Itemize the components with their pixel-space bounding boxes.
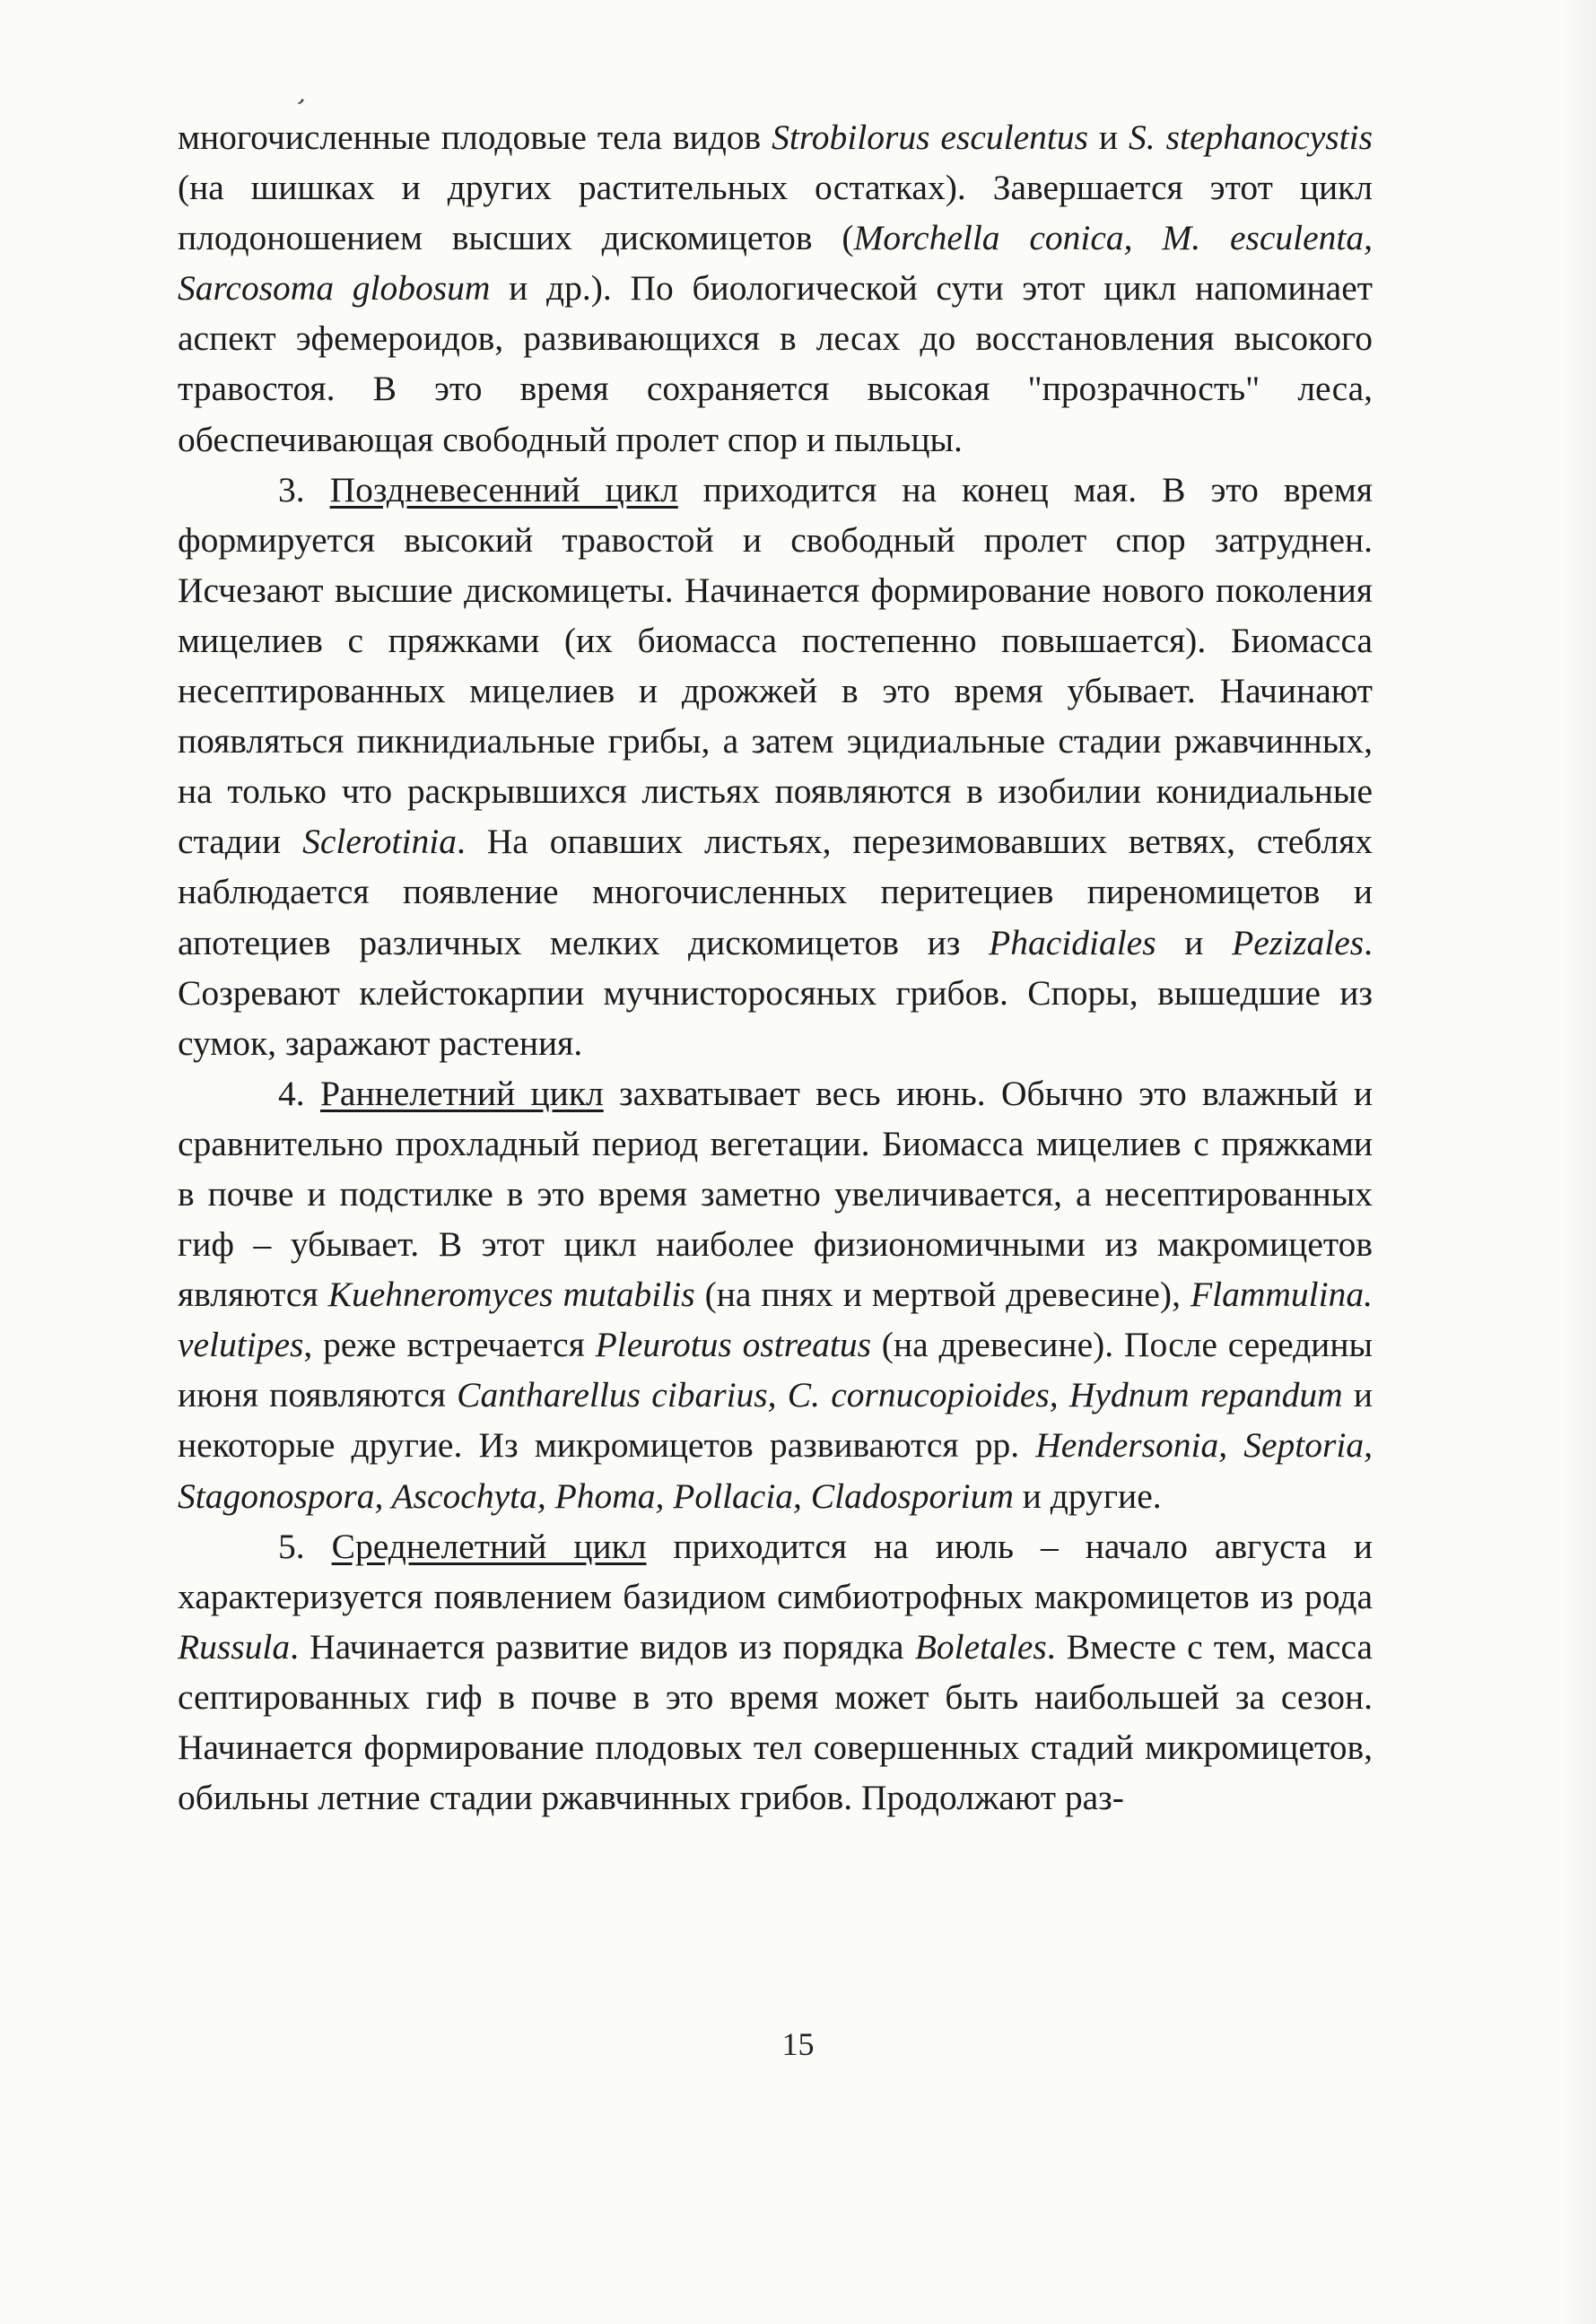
page-number: 15 [781, 2026, 815, 2062]
paragraph-2: 3. Поздневесенний цикл приходится на конец мая. В это время формируется высокий травостой и свободный пролет спор затруднен. Исчезают высшие дискомицеты. Начинается формирование нового поколения мицелиев с пряжками (их биомасса постепенно повышается). Биомасса несептированных мицелиев и дрожжей в это время убывает. Начинают появляться пикнидиальные грибы, а затем эцидиальные стадии ржавчинных, на только что раскрывшихся листьях появляются в изобилии конидиальные стадии Sclerotinia. На опавших листьях, перезимовавших ветвях, стеблях наблюдается появление многочисленных перитециев пиреномицетов и апотециев различных мелких дискомицетов из Phacidiales и Pezizales. Созревают клейстокарпии мучнисторосяных грибов. Споры, вышедшие из сумок, заражают растения. [178, 469, 1374, 1063]
cycle-heading-early-summer: Раннелетний цикл [319, 1073, 604, 1113]
scan-speck: , [295, 78, 314, 109]
paragraph-4: 5. Среднелетний цикл приходится на июль – начало августа и характеризуется появлением базидиом симбиотрофных макромицетов из рода Russula. Начинается развитие видов из порядка Boletales. Вместе с тем, масса септированных гиф в почве в это время может быть наибольшей за сезон. Начинается формирование плодовых тел совершенных стадий микромицетов, обильны летние стадии ржавчинных грибов. Продолжают раз- [178, 1526, 1374, 1818]
page-edge-shadow [1560, 0, 1596, 2324]
paragraph-1: многочисленные плодовые тела видов Strobilorus esculentus и S. stephanocystis (на шишках и других растительных остатках). Завершается этот цикл плодоношением высших дискомицетов (Morchella conica, M. esculenta, Sarcosoma globosum и др.). По биологической сути этот цикл напоминает аспект эфемероидов, развивающихся в лесах до восстановления высокого травостоя. В это время сохраняется высокая "прозрачность" леса, обеспечивающая свободный пролет спор и пыльцы. [178, 118, 1373, 459]
body-text [178, 112, 1373, 1823]
cycle-heading-mid-summer: Среднелетний цикл [331, 1526, 647, 1566]
cycle-heading-late-spring: Поздневесенний цикл [329, 469, 678, 509]
paragraph-3: 4. Раннелетний цикл захватывает весь июнь. Обычно это влажный и сравнительно прохладный период вегетации. Биомасса мицелиев с пряжками в почве и подстилке в это время заметно увеличивается, а несептированных гиф – убывает. В этот цикл наиболее физиономичными из макромицетов являются Kuehneromyces mutabilis (на пнях и мертвой древесине), Flammulina. velutipes, реже встречается Pleurotus ostreatus (на древесине). После середины июня появляются Cantharellus cibarius, C. cornucopioides, Hydnum repandum и некоторые другие. Из микромицетов развиваются рр. Hendersonia, Septoria, Stagonospora, Ascochyta, Phoma, Pollacia, Cladosporium и другие. [178, 1073, 1374, 1516]
